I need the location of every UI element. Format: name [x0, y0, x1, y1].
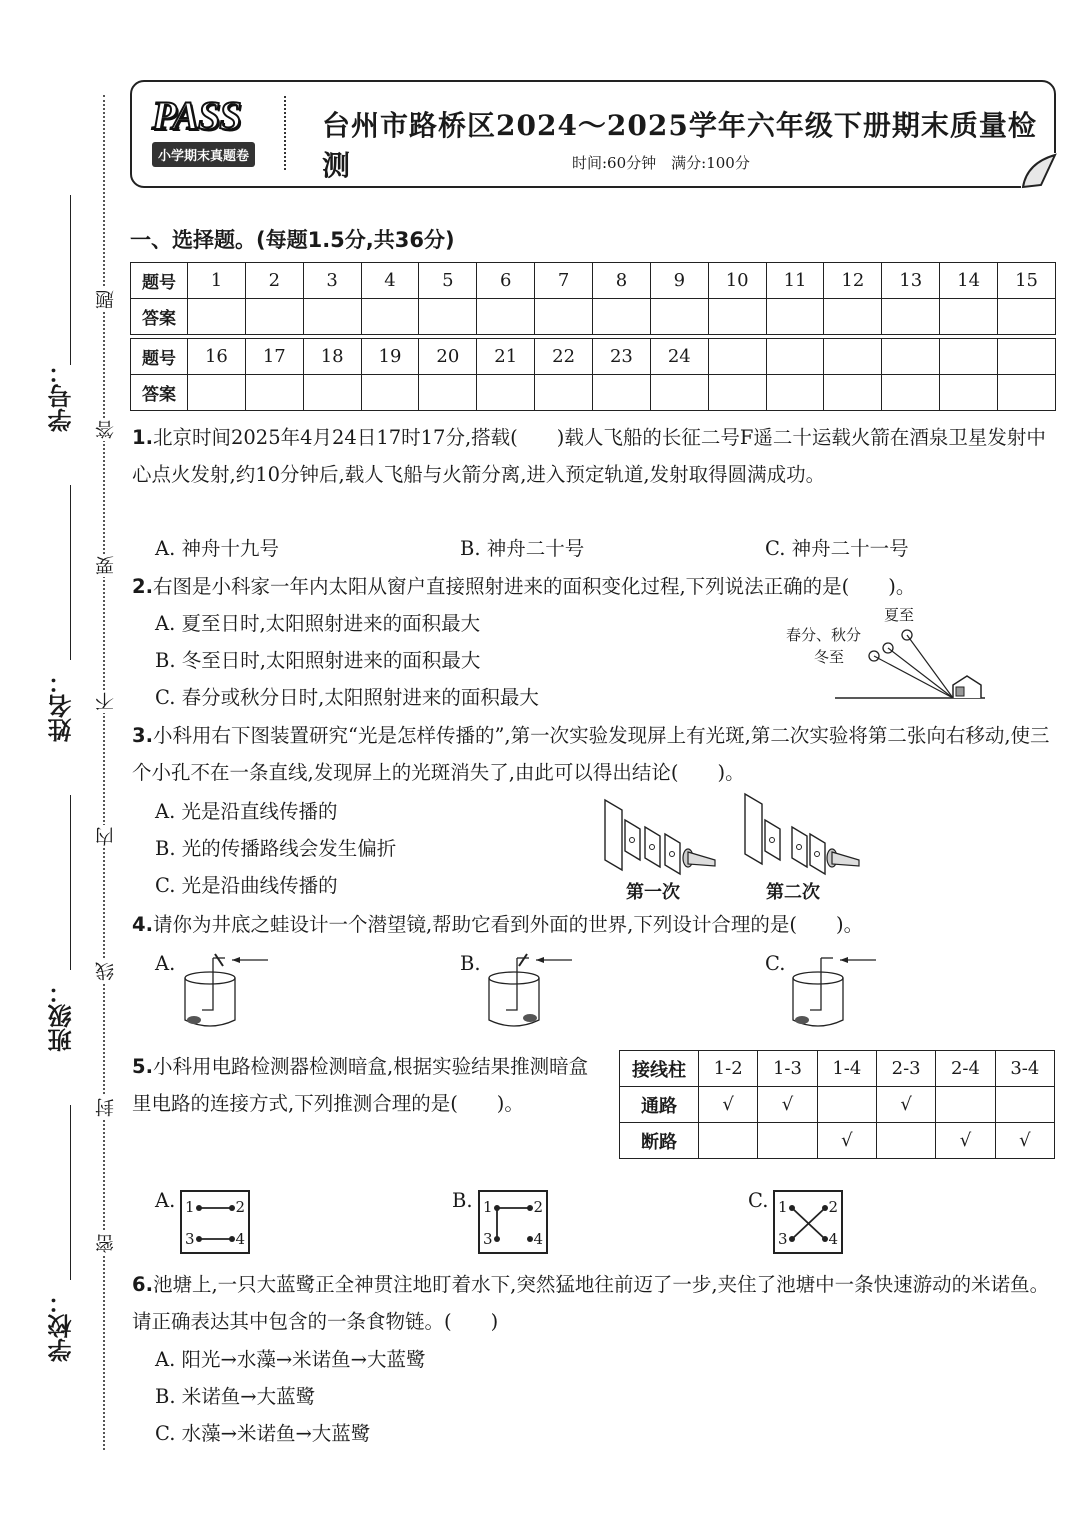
sun-window-diagram	[835, 620, 985, 720]
school-underline	[70, 1105, 71, 1280]
answer-cell[interactable]	[882, 299, 940, 335]
terminal-label: 3	[185, 1230, 195, 1248]
question-text: 请你为井底之蛙设计一个潜望镜,帮助它看到外面的世界,下列设计合理的是( )。	[152, 913, 864, 936]
answer-cell[interactable]	[477, 299, 535, 335]
periscope-design-b	[484, 948, 584, 1033]
seal-char: 题	[92, 288, 119, 311]
grid-label: 答案	[131, 375, 188, 411]
question-text: 右图是小科家一年内太阳从窗户直接照射进来的面积变化过程,下列说法正确的是( )。	[152, 575, 916, 598]
answer-cell	[998, 375, 1056, 411]
class-underline	[70, 795, 71, 970]
question-text: 池塘上,一只大蓝鹭正全神贯注地盯着水下,突然猛地往前迈了一步,夹住了池塘中一条快速游动的米诺鱼。请正确表达其中包含的一条食物链。( )	[132, 1273, 1050, 1333]
terminal-label: 4	[828, 1230, 838, 1248]
answer-cell[interactable]	[650, 375, 708, 411]
grid-number: 19	[361, 339, 419, 375]
table-cell: √	[699, 1087, 758, 1123]
q3-option-a[interactable]: A. 光是沿直线传播的	[155, 800, 338, 823]
pass-logo: PASS	[152, 93, 241, 138]
question-number: 6.	[132, 1273, 153, 1296]
question-5	[132, 1048, 607, 1122]
grid-number	[824, 339, 882, 375]
q4-option-b[interactable]: B.	[460, 952, 481, 975]
grid-number-row	[131, 339, 1056, 375]
q3-option-c[interactable]: C. 光是沿曲线传播的	[155, 874, 338, 897]
grid-number: 20	[419, 339, 477, 375]
grid-number: 18	[303, 339, 361, 375]
question-2	[132, 568, 1062, 605]
q5-option-b[interactable]: B.	[452, 1189, 473, 1212]
fig-equinox-label: 春分、秋分	[786, 626, 862, 644]
school-label: 学校：	[48, 1290, 76, 1362]
terminal-label: 4	[533, 1230, 543, 1248]
grid-label: 题号	[131, 339, 188, 375]
class-label: 班级：	[48, 980, 76, 1052]
answer-grid-2	[130, 338, 1056, 411]
question-number: 1.	[132, 426, 153, 449]
table-row	[620, 1123, 1055, 1159]
terminal-label: 3	[483, 1230, 493, 1248]
table-cell	[817, 1087, 876, 1123]
grid-number	[998, 339, 1056, 375]
grid-number: 12	[824, 263, 882, 299]
table-cell: √	[876, 1087, 935, 1123]
grid-number	[882, 339, 940, 375]
grid-number: 23	[593, 339, 651, 375]
answer-cell[interactable]	[535, 299, 593, 335]
frog-icon	[187, 1016, 201, 1024]
q5-option-c[interactable]: C.	[748, 1189, 769, 1212]
answer-cell[interactable]	[188, 299, 246, 335]
question-number: 5.	[132, 1055, 153, 1078]
answer-cell[interactable]	[650, 299, 708, 335]
table-cell: √	[758, 1087, 817, 1123]
question-number: 2.	[132, 575, 153, 598]
circuit-box-a	[180, 1190, 250, 1254]
circuit-wiring	[480, 1192, 546, 1252]
q1-option-b[interactable]: B. 神舟二十号	[460, 537, 585, 560]
grid-number	[766, 339, 824, 375]
answer-cell	[766, 375, 824, 411]
answer-cell[interactable]	[535, 375, 593, 411]
grid-number: 5	[419, 263, 477, 299]
answer-cell	[708, 375, 766, 411]
question-text: 小科用电路检测器检测暗盒,根据实验结果推测暗盒里电路的连接方式,下列推测合理的是( )。	[132, 1055, 589, 1115]
periscope-design-a	[180, 948, 280, 1033]
grid-label: 题号	[131, 263, 188, 299]
answer-cell[interactable]	[708, 299, 766, 335]
table-cell	[995, 1087, 1054, 1123]
table-cell	[758, 1123, 817, 1159]
answer-cell[interactable]	[303, 375, 361, 411]
answer-cell[interactable]	[477, 375, 535, 411]
grid-number: 22	[535, 339, 593, 375]
table-cell	[876, 1123, 935, 1159]
grid-number: 17	[245, 339, 303, 375]
grid-number: 16	[188, 339, 246, 375]
answer-cell[interactable]	[245, 375, 303, 411]
frog-icon	[523, 1014, 537, 1022]
header-divider	[284, 96, 286, 170]
answer-cell[interactable]	[824, 299, 882, 335]
circuit-wiring	[775, 1192, 841, 1252]
first-trial-caption: 第一次	[626, 882, 680, 903]
q6-option-c[interactable]: C. 水藻→米诺鱼→大蓝鹭	[155, 1422, 371, 1445]
question-text: 小科用右下图装置研究“光是怎样传播的”,第一次实验发现屏上有光斑,第二次实验将第二张向右移动,使三个小孔不在一条直线,发现屏上的光斑消失了,由此可以得出结论( )。	[132, 724, 1050, 784]
terminal-label: 2	[828, 1198, 838, 1216]
section-title: 一、选择题。(每题1.5分,共36分)	[130, 228, 455, 252]
flashlight-icon	[683, 849, 715, 867]
seal-char: 内	[92, 825, 119, 848]
seal-char: 密	[92, 1232, 119, 1255]
table-header: 1-3	[758, 1051, 817, 1087]
answer-cell	[824, 375, 882, 411]
student-id-label: 学号：	[48, 360, 76, 432]
answer-cell[interactable]	[245, 299, 303, 335]
terminal-label: 2	[235, 1198, 245, 1216]
terminal-label: 4	[235, 1230, 245, 1248]
table-cell: √	[817, 1123, 876, 1159]
grid-number: 11	[766, 263, 824, 299]
question-number: 4.	[132, 913, 153, 936]
fig-summer-label: 夏至	[884, 606, 915, 624]
id-underline	[70, 195, 71, 365]
grid-number: 15	[998, 263, 1056, 299]
grid-label: 答案	[131, 299, 188, 335]
grid-number	[708, 339, 766, 375]
question-1	[132, 419, 1062, 493]
table-header: 2-3	[876, 1051, 935, 1087]
question-4	[132, 906, 1062, 943]
name-underline	[70, 485, 71, 660]
grid-answer-row	[131, 299, 1056, 335]
circuit-box-c	[773, 1190, 843, 1254]
table-row	[620, 1051, 1055, 1087]
seal-char: 封	[92, 1096, 119, 1119]
terminal-label: 1	[185, 1198, 195, 1216]
q1-option-a[interactable]: A. 神舟十九号	[155, 537, 279, 560]
q1-option-c[interactable]: C. 神舟二十一号	[765, 537, 909, 560]
table-header: 接线柱	[620, 1051, 699, 1087]
q4-option-c[interactable]: C.	[765, 952, 786, 975]
q5-option-a[interactable]: A.	[155, 1189, 176, 1212]
grid-number	[940, 339, 998, 375]
q6-option-b[interactable]: B. 米诺鱼→大蓝鹭	[155, 1385, 316, 1408]
brand-tag: 小学期末真题卷	[152, 142, 255, 167]
grid-answer-row	[131, 375, 1056, 411]
table-cell	[936, 1087, 995, 1123]
circuit-wiring	[182, 1192, 248, 1252]
frog-icon	[795, 1016, 809, 1024]
answer-cell[interactable]	[940, 299, 998, 335]
name-label: 姓名：	[48, 670, 76, 742]
answer-cell[interactable]	[303, 299, 361, 335]
exam-title: 台州市路桥区2024～2025学年六年级下册期末质量检测	[322, 109, 1037, 182]
table-row-label: 通路	[620, 1087, 699, 1123]
grid-number: 14	[940, 263, 998, 299]
answer-cell	[882, 375, 940, 411]
grid-number: 7	[535, 263, 593, 299]
pinhole-setup-second	[740, 792, 865, 877]
grid-number: 10	[708, 263, 766, 299]
answer-cell[interactable]	[998, 299, 1056, 335]
circuit-box-b	[478, 1190, 548, 1254]
terminal-label: 3	[778, 1230, 788, 1248]
q2-option-b[interactable]: B. 冬至日时,太阳照射进来的面积最大	[155, 649, 481, 672]
grid-number: 24	[650, 339, 708, 375]
seal-char: 答	[92, 418, 119, 441]
terminal-label: 1	[778, 1198, 788, 1216]
second-trial-caption: 第二次	[766, 882, 820, 903]
answer-cell[interactable]	[419, 299, 477, 335]
table-row-label: 断路	[620, 1123, 699, 1159]
q2-option-a[interactable]: A. 夏至日时,太阳照射进来的面积最大	[155, 612, 481, 635]
seal-char: 不	[92, 690, 119, 713]
grid-number: 1	[188, 263, 246, 299]
grid-number: 9	[650, 263, 708, 299]
answer-cell[interactable]	[361, 299, 419, 335]
exam-header	[130, 80, 1056, 188]
grid-number: 13	[882, 263, 940, 299]
question-number: 3.	[132, 724, 153, 747]
table-header: 3-4	[995, 1051, 1054, 1087]
question-6	[132, 1266, 1062, 1340]
q3-option-b[interactable]: B. 光的传播路线会发生偏折	[155, 837, 397, 860]
answer-cell[interactable]	[593, 299, 651, 335]
terminal-label: 2	[533, 1198, 543, 1216]
answer-cell[interactable]	[766, 299, 824, 335]
q6-option-a[interactable]: A. 阳光→水藻→米诺鱼→大蓝鹭	[155, 1348, 426, 1371]
seal-char: 线	[92, 960, 119, 983]
brand-block	[152, 94, 264, 167]
periscope-design-c	[788, 948, 888, 1033]
q4-option-a[interactable]: A.	[155, 952, 176, 975]
table-cell: √	[995, 1123, 1054, 1159]
question-text: 北京时间2025年4月24日17时17分,搭载( )载人飞船的长征二号F遥二十运载火箭在酒泉卫星发射中心点火发射,约10分钟后,载人飞船与火箭分离,进入预定轨道,发射取得圆满成功。	[132, 426, 1046, 486]
answer-cell[interactable]	[188, 375, 246, 411]
flashlight-icon	[827, 849, 859, 867]
fig-winter-label: 冬至	[814, 648, 845, 666]
table-row	[620, 1087, 1055, 1123]
table-cell: √	[936, 1123, 995, 1159]
table-header: 2-4	[936, 1051, 995, 1087]
answer-cell	[940, 375, 998, 411]
grid-number: 4	[361, 263, 419, 299]
answer-cell[interactable]	[361, 375, 419, 411]
grid-number: 2	[245, 263, 303, 299]
grid-number: 8	[593, 263, 651, 299]
seal-char: 要	[92, 554, 119, 577]
page-curl-icon	[1021, 153, 1057, 189]
pinhole-setup-first	[600, 792, 725, 877]
grid-number-row	[131, 263, 1056, 299]
table-header: 1-4	[817, 1051, 876, 1087]
exam-time-score: 时间:60分钟 满分:100分	[572, 154, 750, 172]
circuit-test-table	[619, 1050, 1055, 1159]
grid-number: 6	[477, 263, 535, 299]
question-3	[132, 717, 1062, 791]
table-header: 1-2	[699, 1051, 758, 1087]
table-cell	[699, 1123, 758, 1159]
q2-option-c[interactable]: C. 春分或秋分日时,太阳照射进来的面积最大	[155, 686, 539, 709]
terminal-label: 1	[483, 1198, 493, 1216]
grid-number: 21	[477, 339, 535, 375]
grid-number: 3	[303, 263, 361, 299]
answer-cell[interactable]	[593, 375, 651, 411]
answer-grid-1	[130, 262, 1056, 335]
answer-cell[interactable]	[419, 375, 477, 411]
